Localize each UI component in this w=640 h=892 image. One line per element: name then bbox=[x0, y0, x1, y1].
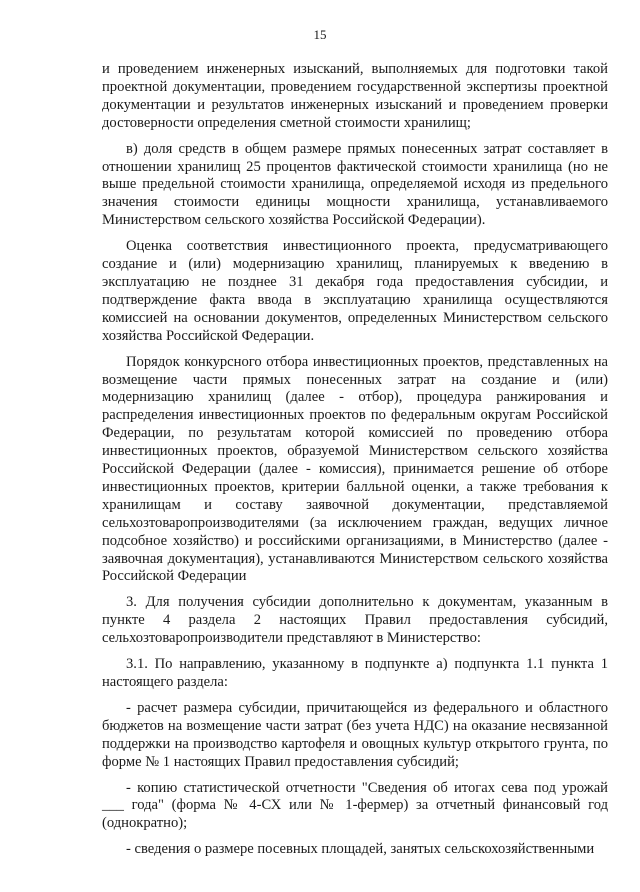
paragraph-item-3-1: 3.1. По направлению, указанному в подпункте а) подпункта 1.1 пункта 1 настоящего раздела: bbox=[102, 656, 608, 690]
document-body bbox=[102, 61, 608, 859]
paragraph-project-assessment: Оценка соответствия инвестиционного проекта, предусматривающего создание и (или) модернизацию хранилищ, планируемых к введению в эксплуатацию не позднее 31 декабря года предоставления субсидии, и подтверждение факта ввода в эксплуатацию хранилища осуществляются комиссией на основании документов, определенных Министерством сельского хозяйства Российской Федерации. bbox=[102, 238, 608, 344]
paragraph-share-of-costs: в) доля средств в общем размере прямых понесенных затрат составляет в отношении хранилищ 25 процентов фактической стоимости хранилища (но не выше предельной стоимости хранилища, определяемой исходя из предельного значения стоимости единицы мощности хранилища, устанавливаемого Министерством сельского хозяйства Российской Федерации). bbox=[102, 140, 608, 229]
paragraph-item-3: 3. Для получения субсидии дополнительно к документам, указанным в пункте 4 раздела 2 настоящих Правил предоставления субсидий, сельхозтоваропроизводители представляют в Министерство: bbox=[102, 594, 608, 647]
paragraph-sown-areas: - сведения о размере посевных площадей, занятых сельскохозяйственными bbox=[126, 841, 595, 858]
paragraph-selection-procedure: Порядок конкурсного отбора инвестиционных проектов, представленных на возмещение части прямых понесенных затрат на создание и (или) модернизацию хранилищ (далее - отбор), процедура ранжирования и распределения инвестиционных проектов по федеральным округам Российской Федерации, по результатам которой комиссией по проведению отбора инвестиционных проектов, образуемой Министерством сельского хозяйства Российской Федерации (далее - комиссия), принимается решение об отборе инвестиционных проектов, критерии балльной оценки, а также требования к хранилищам и составу заявочной документации, представляемой сельхозтоваропроизводителями (за исключением граждан, ведущих личное подсобное хозяйство) и российскими организациями, в Министерство (далее - заявочная документация), устанавливаются Министерством сельского хозяйства Российской Федерации bbox=[102, 353, 608, 585]
paragraph-continuation: и проведением инженерных изысканий, выполняемых для подготовки такой проектной документации, проведением государственной экспертизы проектной документации и результатов инженерных изысканий и проведением проверки достоверности определения сметной стоимости хранилищ; bbox=[102, 61, 608, 131]
paragraph-subsidy-calculation: - расчет размера субсидии, причитающейся из федерального и областного бюджетов на возмещение части затрат (без учета НДС) на оказание несвязанной поддержки на производство картофеля и овощных культур открытого грунта, по форме № 1 настоящих Правил предоставления субсидий; bbox=[102, 699, 608, 770]
paragraph-statistical-report: - копию статистической отчетности "Сведения об итогах сева под урожай ___ года" (форма № 4-СХ или № 1-фермер) за отчетный финансовый год (однократно); bbox=[102, 779, 608, 832]
page-number: 15 bbox=[313, 27, 327, 42]
